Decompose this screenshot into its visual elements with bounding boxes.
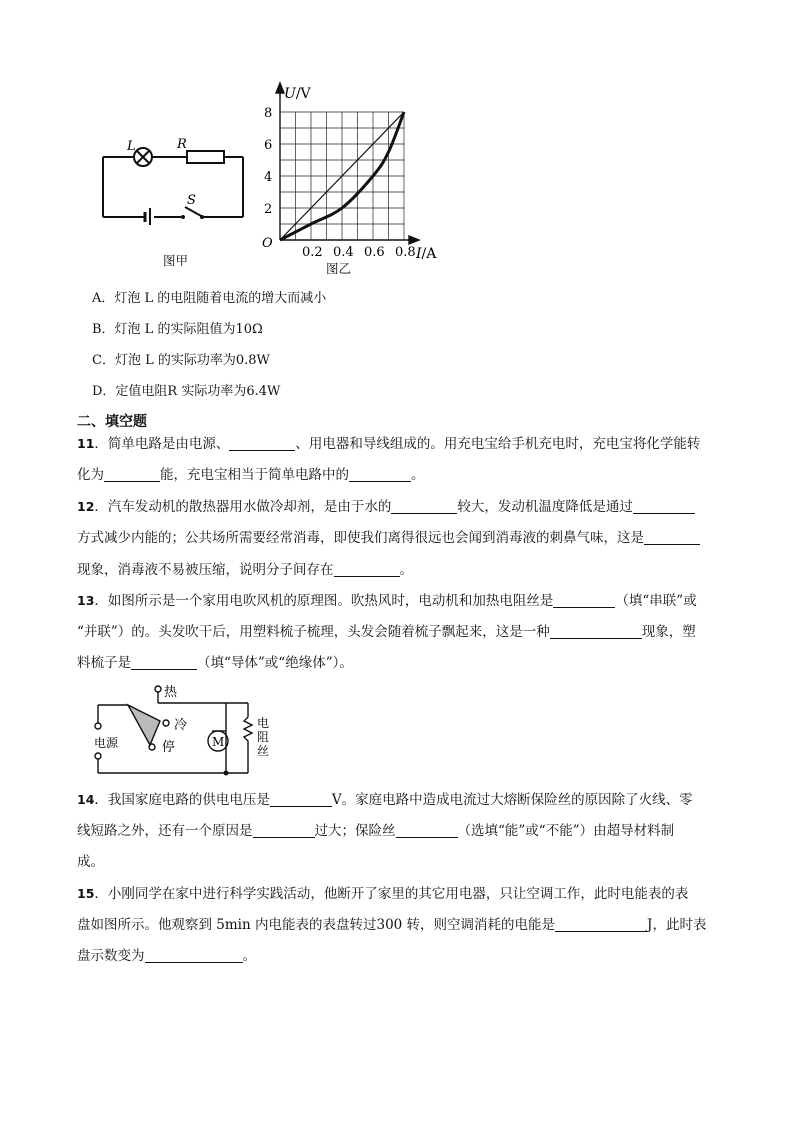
y-tick-label: 8 [264,106,273,121]
ui-graph-yi [256,80,456,270]
circuit-diagram-jia [95,130,255,225]
option-b: B．灯泡 L 的实际阻值为10Ω [92,322,263,337]
motor-label: M [212,735,225,749]
stop-label: 停 [162,740,176,755]
lamp-label: L [127,139,136,154]
q13-line-1: 13．如图所示是一个家用电吹风机的原理图。吹热风时，电动机和加热电阻丝是 （填“串联”或 [77,593,697,609]
cold-label: 冷 [174,718,188,733]
q14-blank-3[interactable] [396,823,458,838]
hot-label: 热 [164,685,178,700]
x-tick-label: 0.2 [302,245,323,260]
y-axis-label: U/V [284,86,311,102]
resistor-label: R [177,137,187,152]
q15-number: 15 [77,886,95,901]
y-tick-label: 6 [264,138,273,153]
q15-line-3: 盘示数变为 。 [77,948,256,964]
q14-blank-2[interactable] [253,823,315,838]
x-axis-label: I/A [416,246,437,262]
q15-line-1: 15．小刚同学在家中进行科学实践活动，他断开了家里的其它用电器，只让空调工作，此时电能表的表 [77,886,689,902]
q15-line-2: 盘如图所示。他观察到 5min 内电能表的表盘转过300 转，则空调消耗的电能是 J，此时表 [77,917,707,933]
q14-line-2: 线短路之外，还有一个原因是 过大；保险丝 （选填“能”或“不能”）由超导材料制 [77,823,675,839]
q13-blank-1[interactable] [553,593,615,608]
origin-label: O [262,236,273,251]
q11-number: 11 [77,436,95,451]
q11-blank-3[interactable] [349,467,411,482]
q13-line-3: 料梳子是 （填“导体”或“绝缘体”）。 [77,655,353,671]
q14-line-3: 成。 [77,854,104,870]
q15-blank-2[interactable] [145,948,243,963]
resistor-wire-label-2: 阻 [257,730,270,744]
q13-blank-2[interactable] [550,624,642,639]
y-tick-label: 2 [264,202,273,217]
q13-blank-3[interactable] [131,655,197,670]
q12-blank-3[interactable] [644,530,700,545]
switch-label: S [187,193,196,208]
q13-line-2: “并联”）的。头发吹干后，用塑料梳子梳理，头发会随着梳子飘起来，这是一种 现象，塑 [77,624,696,640]
resistor-wire-label-3: 丝 [257,744,270,758]
q14-blank-1[interactable] [270,792,332,807]
x-tick-label: 0.8 [395,245,416,260]
q15-blank-1[interactable] [555,917,647,932]
q12-blank-2[interactable] [633,499,695,514]
x-tick-label: 0.6 [364,245,385,260]
q12-blank-1[interactable] [391,499,457,514]
y-tick-label: 4 [264,170,273,185]
resistor-wire-label-1: 电 [257,716,270,730]
q14-number: 14 [77,792,95,807]
q13-number: 13 [77,593,95,608]
q11-line-1: 11．简单电路是由电源、 、用电器和导线组成的。用充电宝给手机充电时，充电宝将化学能转 [77,436,701,452]
figure-jia-caption: 图甲 [163,253,189,268]
q12-number: 12 [77,499,95,514]
option-d: D．定值电阻R 实际功率为6.4W [92,384,281,399]
power-label: 电源 [94,736,119,750]
q12-blank-4[interactable] [334,562,400,577]
section-title: 二、填空题 [77,414,147,430]
figure-yi-caption: 图乙 [326,261,352,276]
q11-blank-1[interactable] [229,436,295,451]
q11-blank-2[interactable] [104,467,160,482]
q11-line-2: 化为 能，充电宝相当于简单电路中的 。 [77,467,425,483]
q12-line-2: 方式减少内能的；公共场所需要经常消毒，即使我们离得很远也会闻到消毒液的刺鼻气味，这是 [77,528,700,548]
q12-line-3: 现象，消毒液不易被压缩，说明分子间存在 。 [77,562,413,578]
option-c: C．灯泡 L 的实际功率为0.8W [92,353,270,368]
q14-line-1: 14．我国家庭电路的供电电压是 V。家庭电路中造成电流过大熔断保险丝的原因除了火线、零 [77,792,693,808]
q12-line-1: 12．汽车发动机的散热器用水做冷却剂，是由于水的 较大，发动机温度降低是通过 [77,497,695,517]
option-a: A．灯泡 L 的电阻随着电流的增大而减小 [92,291,327,306]
x-tick-label: 0.4 [333,245,354,260]
hair-dryer-circuit [90,683,280,778]
